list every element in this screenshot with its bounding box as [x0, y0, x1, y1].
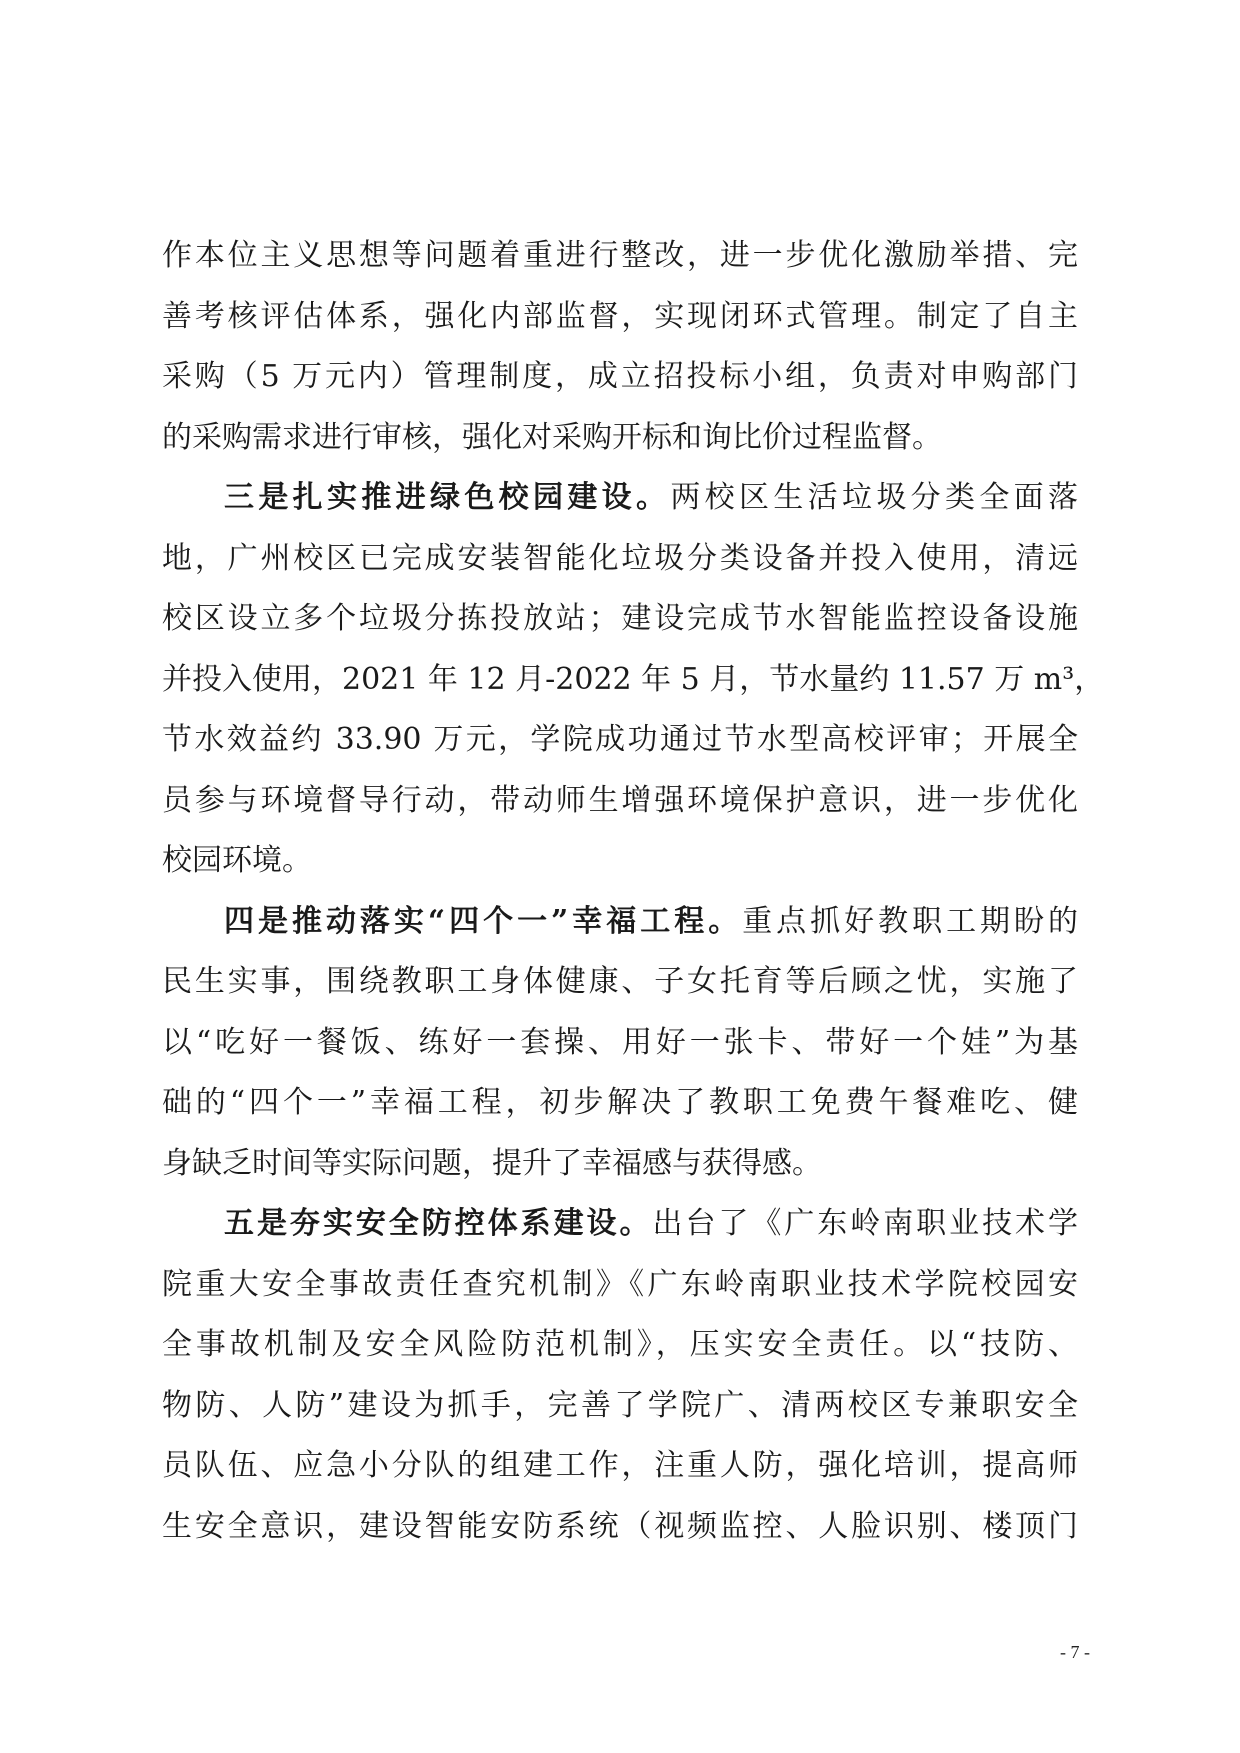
paragraph-text: 两校区生活垃圾分类全面落: [670, 480, 1079, 515]
text-line: 善考核评估体系，强化内部监督，实现闭环式管理。制定了自主: [162, 298, 1078, 334]
paragraph-text: 重点抓好教职工期盼的: [742, 903, 1079, 939]
paragraph-4: [162, 1194, 1078, 1557]
paragraph-heading: 五是夯实安全防控体系建设。: [224, 1206, 653, 1241]
paragraph-heading: 三是扎实推进绿色校园建设。: [224, 480, 671, 515]
text-line: 生安全意识，建设智能安防系统（视频监控、人脸识别、楼顶门: [162, 1508, 1078, 1544]
text-line: 全事故机制及安全风险防范机制》，压实安全责任。以“技防、: [162, 1327, 1078, 1362]
text-line: 节水效益约 33.90 万元，学院成功通过节水型高校评审；开展全: [162, 722, 1078, 757]
text-line: 以“吃好一餐饭、练好一套操、用好一张卡、带好一个娃”为基: [162, 1024, 1078, 1060]
paragraph-1: [162, 226, 1078, 468]
text-line: 并投入使用，2021 年 12 月-2022 年 5 月，节水量约 11.57 万 m³，: [162, 661, 1105, 697]
text-line: 的采购需求进行审核，强化对采购开标和询比价过程监督。: [162, 419, 942, 455]
text-line: [162, 892, 1078, 953]
text-line: 员参与环境督导行动，带动师生增强环境保护意识，进一步优化: [162, 782, 1078, 818]
text-line: 地，广州校区已完成安装智能化垃圾分类设备并投入使用，清远: [162, 540, 1078, 576]
text-line: 物防、人防”建设为抓手，完善了学院广、清两校区专兼职安全: [162, 1387, 1078, 1423]
paragraph-text: 出台了《广东岭南职业技术学: [652, 1206, 1079, 1241]
paragraph-2: [162, 468, 1105, 892]
text-line: 员队伍、应急小分队的组建工作，注重人防，强化培训，提高师: [162, 1448, 1078, 1483]
paragraph-3: [162, 892, 1078, 1195]
text-line: 院重大安全事故责任查究机制》《广东岭南职业技术学院校园安: [162, 1266, 1078, 1302]
text-line: 采购（5 万元内）管理制度，成立招投标小组，负责对申购部门: [162, 359, 1078, 394]
text-line: 身缺乏时间等实际问题，提升了幸福感与获得感。: [162, 1145, 822, 1181]
text-line: 校区设立多个垃圾分拣投放站；建设完成节水智能监控设备设施: [162, 601, 1078, 636]
text-line: 作本位主义思想等问题着重进行整改，进一步优化激励举措、完: [162, 238, 1078, 273]
text-line: [162, 468, 1078, 529]
page-number: - 7 -: [1060, 1642, 1090, 1662]
text-line: 民生实事，围绕教职工身体健康、子女托育等后顾之忧，实施了: [162, 964, 1078, 999]
body-text: [162, 226, 1105, 1557]
text-line: [162, 1194, 1078, 1255]
text-line: 础的“四个一”幸福工程，初步解决了教职工免费午餐难吃、健: [162, 1085, 1078, 1120]
paragraph-heading: 四是推动落实“四个一”幸福工程。: [224, 903, 743, 939]
text-line: 校园环境。: [162, 843, 312, 878]
